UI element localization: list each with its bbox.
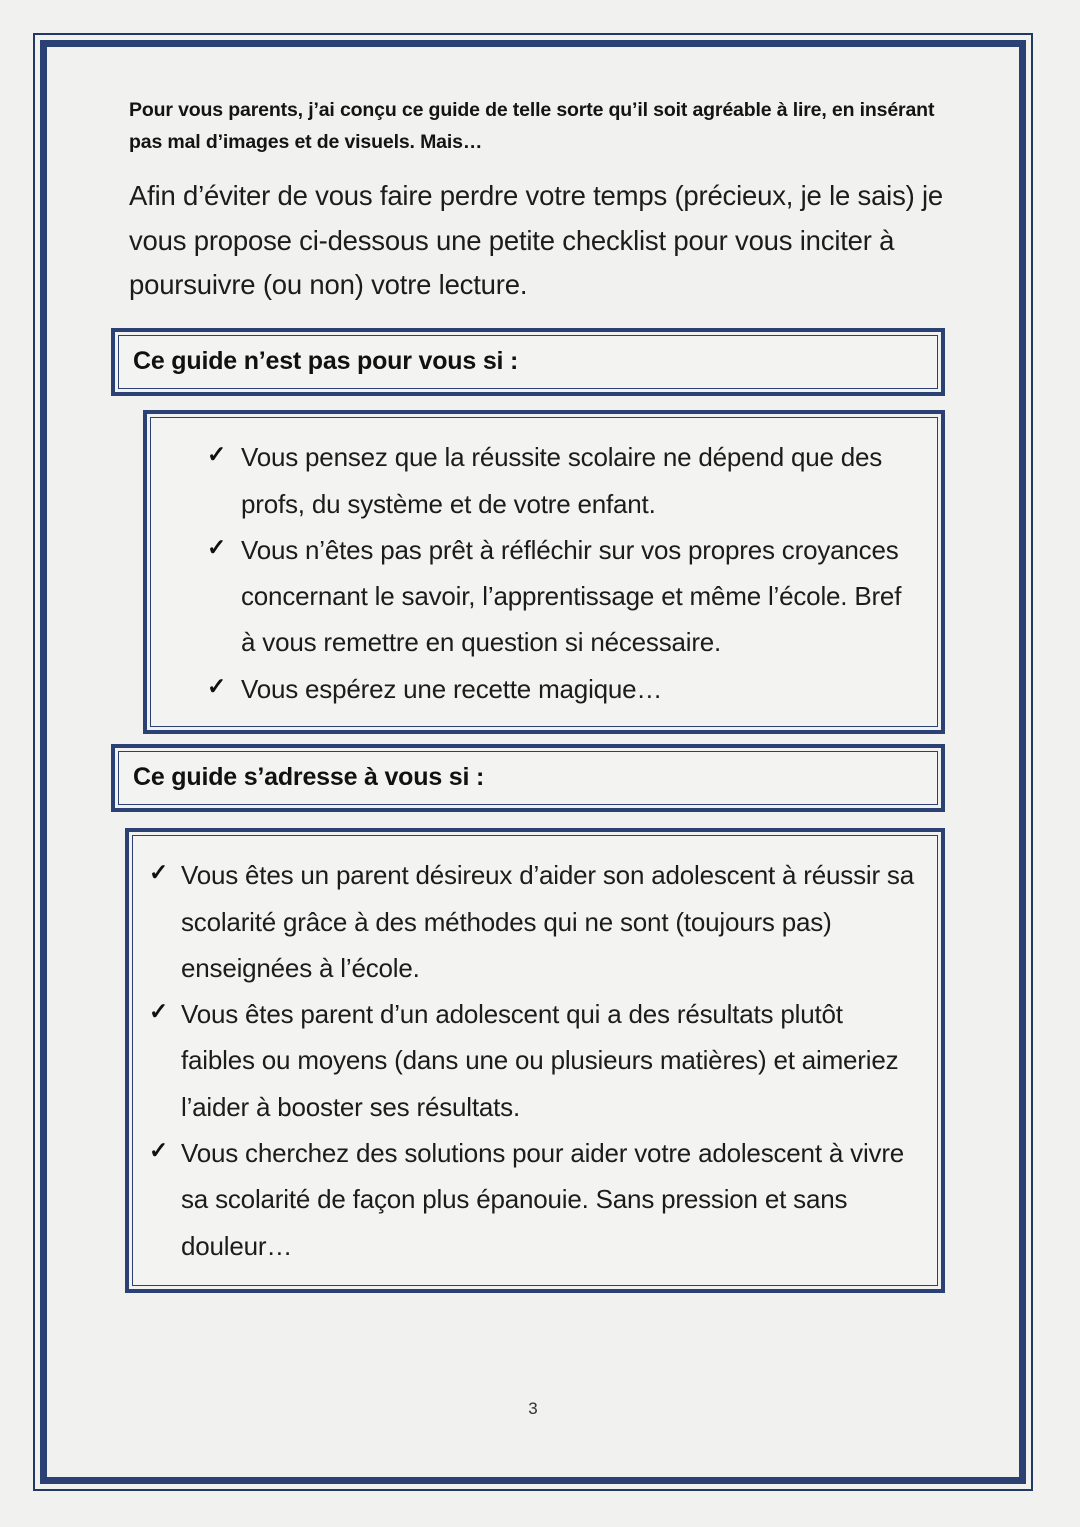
- intro-bold-paragraph: Pour vous parents, j’ai conçu ce guide de telle sorte qu’il soit agréable à lire, en insérant pas mal d’images et de visuels. Mais…: [129, 99, 935, 153]
- heading-box-for-you: [111, 744, 945, 813]
- list-item: [147, 852, 923, 991]
- heading-box-not-for-you: [111, 328, 945, 397]
- list-item-text: Vous pensez que la réussite scolaire ne dépend que des profs, du système et de votre enfant.: [241, 442, 883, 519]
- check-icon: ✓: [207, 533, 227, 560]
- check-icon: ✓: [149, 1136, 169, 1163]
- list-item-text: Vous cherchez des solutions pour aider votre adolescent à vivre sa scolarité de façon plus épanouie. Sans pression et sans douleur…: [181, 1137, 905, 1261]
- checklist-box-inner: [150, 417, 938, 727]
- page-frame-inner: [40, 40, 1026, 1484]
- checklist-box-for-you: [125, 828, 945, 1292]
- list-item-text: Vous n’êtes pas prêt à réfléchir sur vos propres croyances concernant le savoir, l’apprentissage et même l’école. Bref à vous remettre en question si nécessaire.: [241, 534, 902, 658]
- list-item: [147, 991, 923, 1130]
- list-item-text: Vous êtes parent d’un adolescent qui a des résultats plutôt faibles ou moyens (dans une ou plusieurs matières) et aimeriez l’aider à booster ses résultats.: [181, 999, 899, 1122]
- check-icon: ✓: [207, 441, 227, 468]
- checklist-for-you: [147, 852, 923, 1268]
- section-heading-1: Ce guide n’est pas pour vous si :: [133, 346, 519, 375]
- list-item: [205, 666, 921, 712]
- list-item: [205, 527, 921, 666]
- page-content: [47, 47, 1019, 1477]
- list-item: [205, 434, 921, 527]
- checklist-box-not-for-you: [143, 410, 945, 734]
- page-frame-outer: [33, 33, 1033, 1491]
- list-item-text: Vous êtes un parent désireux d’aider son adolescent à réussir sa scolarité grâce à des méthodes qui ne sont (toujours pas) enseignées à l’école.: [181, 860, 914, 983]
- heading-box-inner: [118, 335, 938, 390]
- checklist-box-inner: [132, 835, 938, 1285]
- checklist-not-for-you: [205, 434, 921, 712]
- intro-paragraph: Afin d’éviter de vous faire perdre votre temps (précieux, je le sais) je vous propose ci-dessous une petite checklist pour vous inciter à poursuivre (ou non) votre lecture.: [129, 180, 944, 301]
- section-heading-2: Ce guide s’adresse à vous si :: [133, 762, 485, 791]
- page-number: 3: [528, 1399, 538, 1418]
- check-icon: ✓: [149, 998, 169, 1025]
- check-icon: ✓: [149, 859, 169, 886]
- check-icon: ✓: [207, 672, 227, 699]
- list-item: [147, 1130, 923, 1269]
- heading-box-inner: [118, 751, 938, 806]
- list-item-text: Vous espérez une recette magique…: [241, 673, 663, 704]
